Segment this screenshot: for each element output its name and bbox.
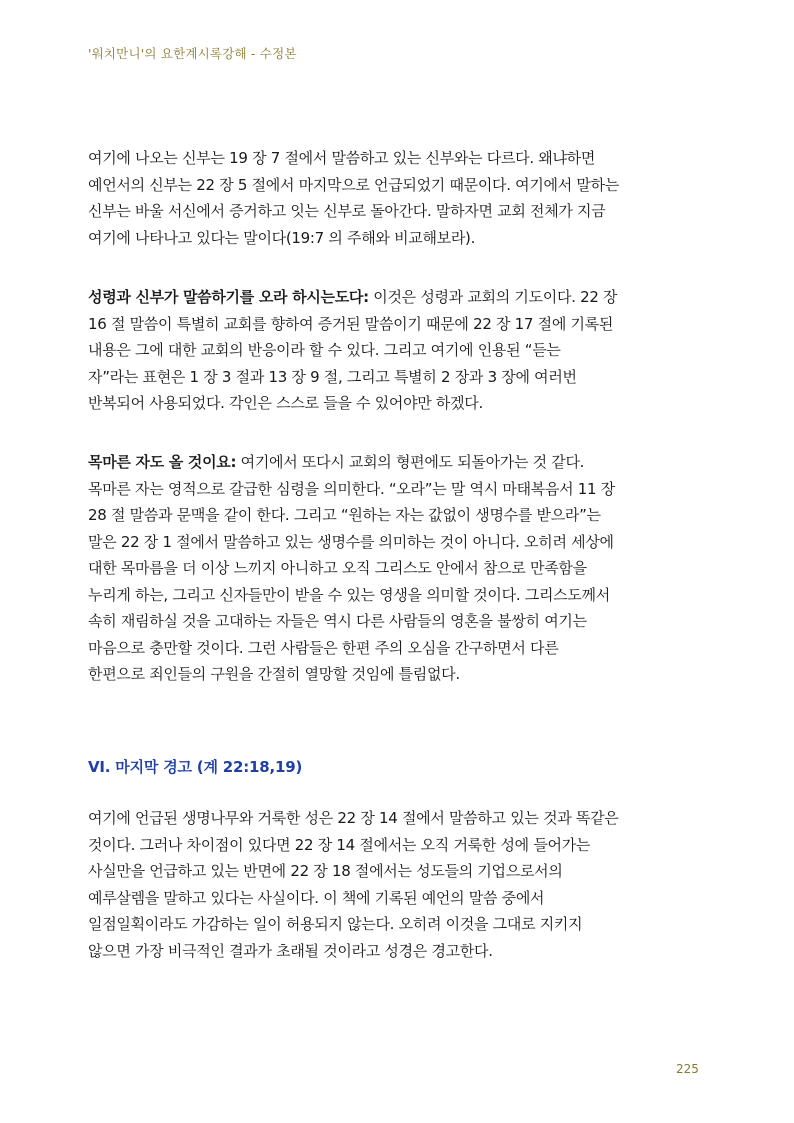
paragraph-line: 28 절 말씀과 문맥을 같이 한다. 그리고 “원하는 자는 값없이 생명수를 받으라”는 [88, 506, 601, 524]
section-heading: VI. 마지막 경고 (계 22:18,19) [88, 758, 303, 776]
paragraph-line: 마음으로 충만할 것이다. 그런 사람들은 한편 주의 오심을 간구하면서 다른 [88, 638, 559, 657]
paragraph-line: 속히 재림하실 것을 고대하는 자들은 역시 다른 사람들의 영혼을 불쌍히 여기는 [88, 612, 587, 630]
paragraph-line: 목마른 자는 영적으로 갈급한 심령을 의미한다. “오라”는 말 역시 마태복음서 11 장 [88, 479, 615, 498]
paragraph-line: 사실만을 언급하고 있는 반면에 22 장 18 절에서는 성도들의 기업으로서의 [88, 862, 563, 880]
paragraph-thirsty [88, 449, 708, 688]
running-header: '워치만니'의 요한계시록강해 - 수정본 [88, 46, 297, 61]
paragraph-line: 대한 목마름을 더 이상 느끼지 아니하고 오직 그리스도 안에서 참으로 만족함을 [88, 559, 587, 577]
paragraph-line: 예언서의 신부는 22 장 5 절에서 마지막으로 언급되었기 때문이다. 여기에서 말하는 [88, 175, 619, 194]
verse-lead-continuation: 여기에서 또다시 교회의 형편에도 되돌아가는 것 같다. [236, 453, 585, 471]
verse-lead-continuation: 이것은 성령과 교회의 기도이다. 22 장 [368, 288, 618, 306]
paragraph-line: 자”라는 표현은 1 장 3 절과 13 장 9 절, 그리고 특별히 2 장과 3 장에 여러번 [88, 367, 577, 386]
paragraph-line: 16 절 말씀이 특별히 교회를 향하여 증거된 말씀이기 때문에 22 장 17 절에 기록된 [88, 314, 614, 333]
page-number: 225 [676, 1062, 699, 1076]
paragraph-line [88, 284, 708, 311]
paragraph-bride [88, 145, 708, 251]
paragraph-line [88, 449, 708, 476]
paragraph-spirit-and-bride [88, 284, 708, 417]
paragraph-final-warning [88, 805, 708, 964]
paragraph-line: 여기에 언급된 생명나무와 거룩한 성은 22 장 14 절에서 말씀하고 있는 것과 똑같은 [88, 809, 619, 827]
paragraph-line: 여기에 나오는 신부는 19 장 7 절에서 말씀하고 있는 신부와는 다르다. 왜냐하면 [88, 149, 596, 167]
paragraph-line: 신부는 바울 서신에서 증거하고 잇는 신부로 돌아간다. 말하자면 교회 전체가 지금 [88, 202, 606, 220]
verse-lead: 목마른 자도 올 것이요: [88, 453, 237, 471]
paragraph-line: 누리게 하는, 그리고 신자들만이 받을 수 있는 영생을 의미할 것이다. 그리스도께서 [88, 585, 610, 604]
paragraph-line: 것이다. 그러나 차이점이 있다면 22 장 14 절에서는 오직 거룩한 성에 들어가는 [88, 835, 591, 854]
paragraph-line: 반복되어 사용되었다. 각인은 스스로 들을 수 있어야만 하겠다. [88, 394, 483, 412]
paragraph-line: 말은 22 장 1 절에서 말씀하고 있는 생명수를 의미하는 것이 아니다. 오히려 세상에 [88, 532, 614, 551]
paragraph-line: 내용은 그에 대한 교회의 반응이라 할 수 있다. 그리고 여기에 인용된 “듣는 [88, 341, 561, 359]
paragraph-line: 예루살렘을 말하고 있다는 사실이다. 이 책에 기록된 예언의 말씀 중에서 [88, 888, 545, 907]
paragraph-line: 일점일획이라도 가감하는 일이 허용되지 않는다. 오히려 이것을 그대로 지키지 [88, 915, 583, 933]
paragraph-line: 한편으로 죄인들의 구원을 간절히 열망할 것임에 틀림없다. [88, 665, 460, 683]
paragraph-line: 여기에 나타나고 있다는 말이다(19:7 의 주해와 비교해보라). [88, 228, 476, 247]
paragraph-line: 않으면 가장 비극적인 결과가 초래될 것이라고 성경은 경고한다. [88, 941, 493, 960]
verse-lead: 성령과 신부가 말씀하기를 오라 하시는도다: [88, 288, 369, 306]
